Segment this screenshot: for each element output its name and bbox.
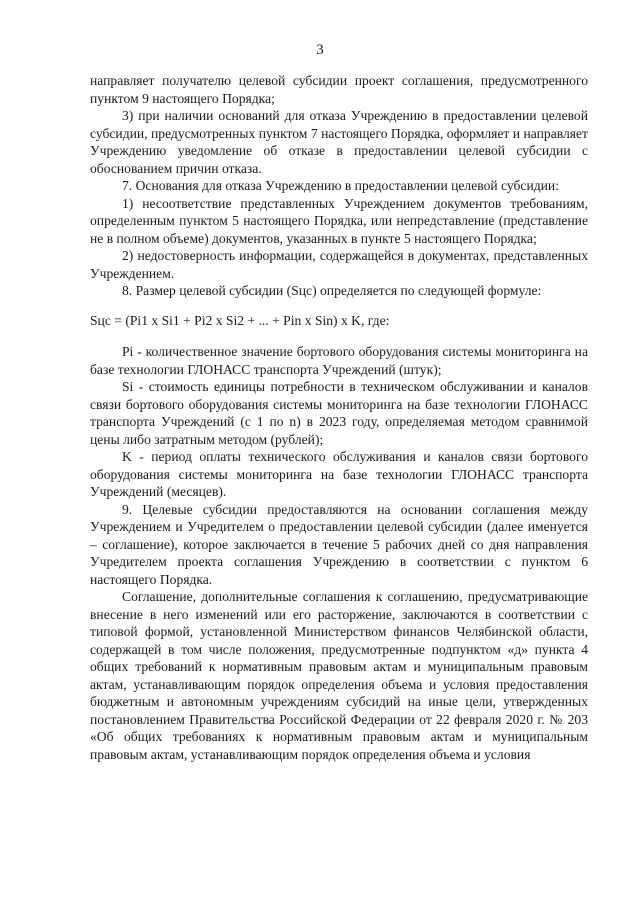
subsidy-formula: Sцс = (Pi1 x Si1 + Pi2 x Si2 + ... + Pin x Sin) x K, где: (90, 312, 390, 328)
paragraph-agreement: Соглашение, дополнительные соглашения к соглашению, предусматривающие внесение в него изменений или его расторжение, заключаются в соответствии с типовой формой, установленной Министерством финансов Челябинской области, содержащей в том числе положения, предусмотренные подпунктом «д» пункта 4 общих требований к нормативным правовым актам и муниципальным правовым актам, устанавливающим порядок определения объема и условия предоставления бюджетным и автономным учреждениям субсидий на иные цели, утвержденных постановлением Правительства Российской Федерации от 22 февраля 2020 г. № 203 «Об общих требованиях к нормативным правовым актам и муниципальным правовым актам, устанавливающим порядок определения объема и условия (90, 589, 588, 762)
paragraph-item-2: 2) недостоверность информации, содержащейся в документах, представленных Учреждением. (90, 248, 588, 281)
paragraph-continuation: направляет получателю целевой субсидии проект соглашения, предусмотренного пунктом 9 настоящего Порядка; (90, 73, 588, 106)
document-body (90, 72, 588, 763)
paragraph-clause-9: 9. Целевые субсидии предоставляются на основании соглашения между Учреждением и Учредителем о предоставлении целевой субсидии (далее именуется – соглашение), которое заключается в течение 5 рабочих дней со дня направления Учредителем проекта соглашения Учреждению в соответствии с пунктом 6 настоящего Порядка. (90, 501, 588, 587)
paragraph-clause-8: 8. Размер целевой субсидии (Sцс) определяется по следующей формуле: (122, 283, 542, 298)
page-number: 3 (316, 42, 324, 58)
paragraph-item-3: 3) при наличии оснований для отказа Учреждению в предоставлении целевой субсидии, предусмотренных пунктом 7 настоящего Порядка, оформляет и направляет Учреждению уведомление об отказе в предоставлении целевой субсидии с обоснованием причин отказа. (90, 108, 588, 176)
definition-si: Si - стоимость единицы потребности в техническом обслуживании и каналов связи бортового оборудования системы мониторинга на базе технологии ГЛОНАСС транспорта Учреждений (с 1 по n) в 2023 году, определяемая методом сравнимой цены либо затратным методом (рублей); (90, 379, 588, 447)
paragraph-clause-7: 7. Основания для отказа Учреждению в предоставлении целевой субсидии: (122, 178, 559, 193)
paragraph-item-1: 1) несоответствие представленных Учреждением документов требованиям, определенным пунктом 5 настоящего Порядка, или непредставление (представление не в полном объеме) документов, указанных в пункте 5 настоящего Порядка; (90, 195, 588, 246)
definition-k: K - период оплаты технического обслуживания и каналов связи бортового оборудования системы мониторинга на базе технологии ГЛОНАСС транспорта Учреждений (месяцев). (90, 449, 588, 499)
definition-pi: Pi - количественное значение бортового оборудования системы мониторинга на базе технологии ГЛОНАСС транспорта Учреждений (штук); (90, 344, 588, 377)
